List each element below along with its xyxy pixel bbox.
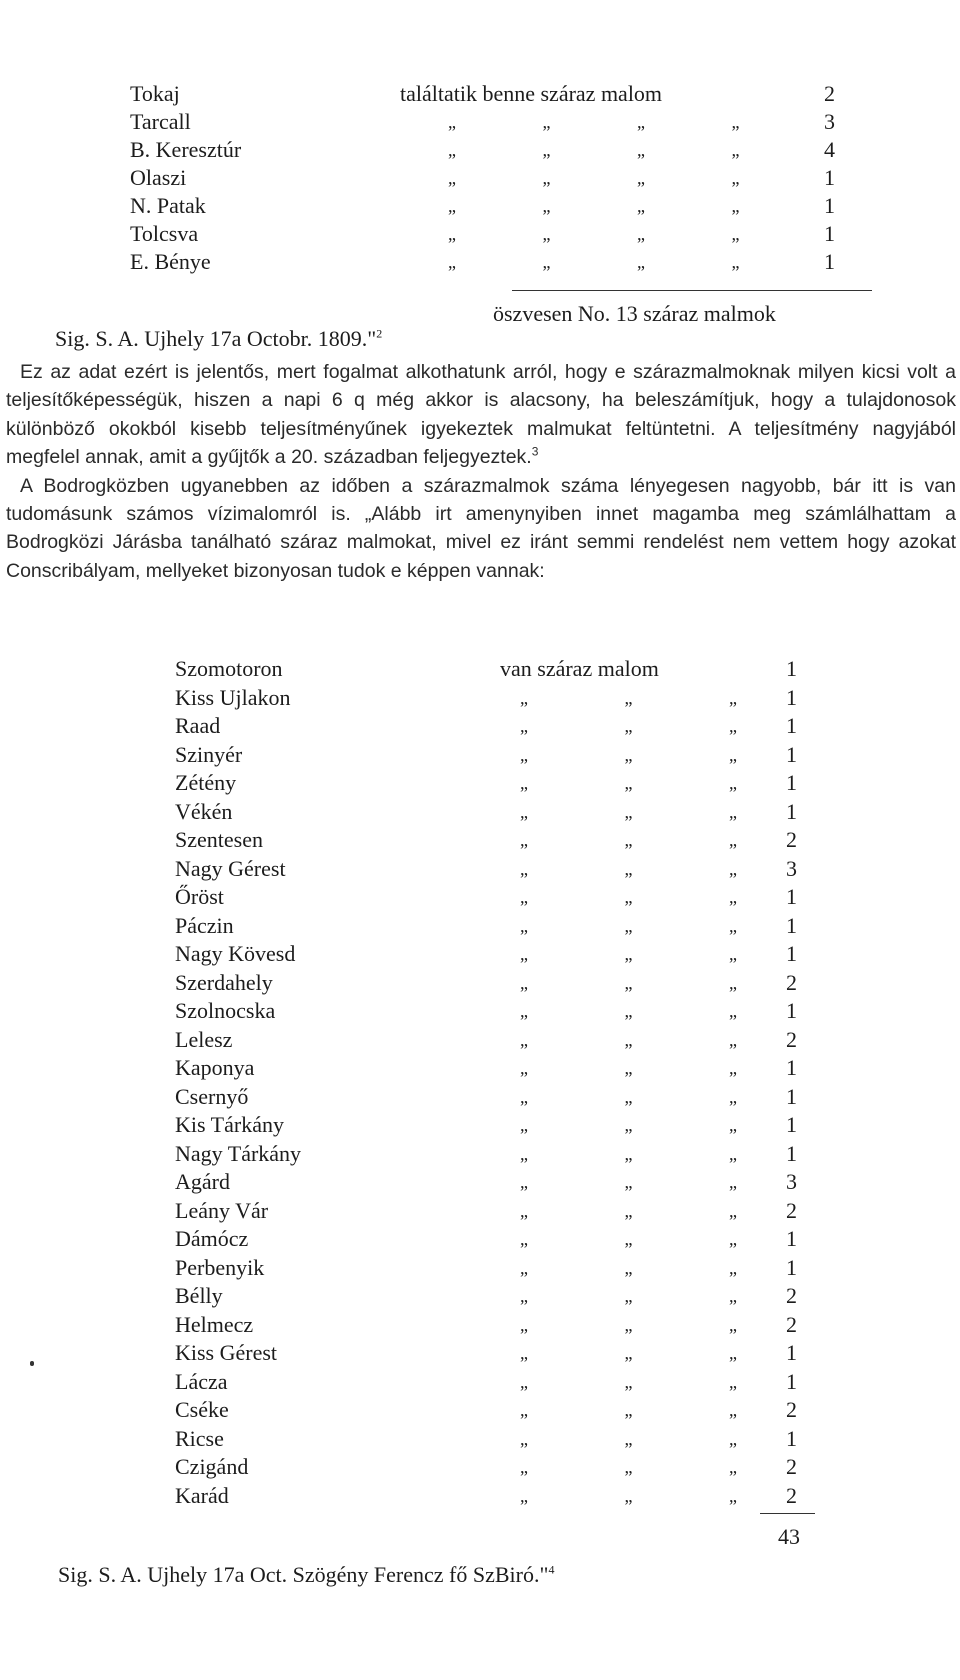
mill-table-bodrogkoz — [175, 655, 825, 1549]
place-name: Cséke — [175, 1397, 229, 1422]
mill-count: 2 — [786, 1283, 797, 1308]
place-name: N. Patak — [130, 193, 206, 218]
place-name: Kiss Ujlakon — [175, 684, 291, 710]
ditto-marks: „ „ „ „ — [448, 112, 781, 132]
table-row — [175, 883, 825, 912]
signature-line-2 — [58, 1562, 554, 1588]
table-row — [175, 1168, 825, 1197]
place-name: Helmecz — [175, 1311, 254, 1337]
mill-count: 2 — [786, 1197, 797, 1223]
ditto-marks: „ „ „ — [520, 1286, 783, 1306]
ditto-marks: „ „ „ — [520, 944, 783, 964]
place-name: Vékén — [175, 798, 233, 824]
table-row — [175, 712, 825, 741]
place-name: Szolnocska — [175, 998, 276, 1023]
place-name: Zétény — [175, 770, 237, 795]
mill-count: 1 — [786, 1140, 797, 1166]
table-row — [175, 1026, 825, 1055]
table-row — [175, 912, 825, 941]
table-row — [175, 997, 825, 1026]
place-name: Bélly — [175, 1283, 223, 1308]
place-name: Szentesen — [175, 827, 263, 852]
ditto-marks: „ „ „ — [520, 1086, 783, 1107]
place-name: Kiss Gérest — [175, 1340, 278, 1365]
ditto-marks: „ „ „ — [520, 1343, 783, 1363]
table-row — [175, 1254, 825, 1283]
place-name: E. Bénye — [130, 249, 211, 274]
place-name: Nagy Gérest — [175, 855, 286, 881]
ditto-marks: „ „ „ — [520, 773, 783, 793]
mill-count: 3 — [824, 109, 835, 134]
place-name: Tolcsva — [130, 221, 199, 246]
mill-count: 1 — [824, 221, 835, 246]
ditto-marks: „ „ „ — [520, 1229, 783, 1249]
mill-count: 1 — [824, 249, 835, 274]
mill-count: 1 — [786, 1340, 797, 1365]
place-name: Leány Vár — [175, 1197, 269, 1223]
table-row — [175, 1453, 825, 1482]
table-row — [130, 248, 890, 276]
ditto-marks: „ „ „ „ — [448, 224, 781, 244]
table-row — [175, 826, 825, 855]
mill-count: 2 — [786, 1397, 797, 1422]
place-name: Karád — [175, 1482, 229, 1508]
table-row — [175, 741, 825, 770]
mill-count: 3 — [786, 855, 797, 881]
table-row — [130, 136, 890, 164]
table-row — [175, 1311, 825, 1340]
mill-count: 1 — [786, 770, 797, 795]
ditto-marks: „ „ „ — [520, 1058, 783, 1078]
mill-count: 3 — [786, 1169, 797, 1194]
table-row — [175, 1225, 825, 1254]
place-name: Raad — [175, 713, 221, 738]
total-rule — [760, 1513, 815, 1514]
ink-speck — [30, 1361, 34, 1366]
ditto-marks: „ „ „ — [520, 830, 783, 850]
mill-count: 1 — [786, 656, 797, 681]
place-name: Ricse — [175, 1425, 224, 1451]
table-row — [175, 1140, 825, 1169]
table-row — [175, 1368, 825, 1397]
mill-count: 1 — [786, 1226, 797, 1251]
place-name: Lácza — [175, 1368, 228, 1394]
mill-count: 1 — [786, 798, 797, 824]
ditto-marks: „ „ „ — [520, 887, 783, 907]
table-row — [130, 80, 890, 108]
place-name: Szinyér — [175, 741, 243, 767]
mill-count: 1 — [824, 165, 835, 190]
table-row — [175, 769, 825, 798]
footnote-ref-3: 3 — [531, 444, 539, 459]
place-name: Agárd — [175, 1169, 230, 1194]
place-name: Perbenyik — [175, 1254, 265, 1280]
ditto-marks: „ „ „ — [520, 1143, 783, 1164]
mill-count: 2 — [786, 1482, 797, 1508]
place-name: Kaponya — [175, 1055, 255, 1080]
ditto-marks: „ „ „ — [520, 915, 783, 936]
ditto-marks: „ „ „ — [520, 1172, 783, 1192]
mill-count: 1 — [786, 1254, 797, 1280]
mill-count: 1 — [786, 1083, 797, 1109]
table-row — [175, 1111, 825, 1140]
ditto-marks: „ „ „ — [520, 801, 783, 822]
ditto-marks: „ „ „ — [520, 1200, 783, 1221]
mill-count: 2 — [824, 81, 835, 106]
mill-count: 1 — [786, 713, 797, 738]
place-name: Olaszi — [130, 165, 187, 190]
mill-count: 2 — [786, 969, 797, 995]
ditto-marks: „ „ „ — [520, 972, 783, 993]
place-name: Kis Tárkány — [175, 1112, 284, 1137]
table-row — [175, 1482, 825, 1511]
paragraph-2: A Bodrogközben ugyanebben az időben a szárazmalmok száma lényegesen nagyobb, bár itt is van tudomásunk számos vízimalomról is. „Alább irt amenynyiben innet magamba meg számlálhattam a Bodrogközi Járásba tanálható száraz malmokat, mivel ez iránt semmi rendelést nem vettem hogy azokat Conscribályam, mellyeket bizonyosan tudok e képpen vannak: — [6, 474, 956, 582]
signature-2-text: Sig. S. A. Ujhely 17a Oct. Szögény Ferencz fő SzBiró." — [58, 1562, 549, 1587]
ditto-marks: „ „ „ — [520, 1428, 783, 1449]
ditto-marks: „ „ „ — [520, 1400, 783, 1420]
mill-count: 1 — [786, 1368, 797, 1394]
ditto-marks: „ „ „ „ — [448, 140, 781, 160]
ditto-marks: „ „ „ „ — [448, 196, 781, 216]
mill-count: 2 — [786, 1311, 797, 1337]
place-name: Nagy Tárkány — [175, 1140, 302, 1166]
total-rule — [512, 290, 872, 291]
table-row — [175, 969, 825, 998]
mill-count: 2 — [786, 1026, 797, 1052]
ditto-marks: „ „ „ — [520, 1029, 783, 1050]
ditto-marks: „ „ „ — [520, 1115, 783, 1135]
mill-description: találtatik benne száraz malom — [400, 81, 663, 106]
place-name: Tarcall — [130, 109, 191, 134]
place-name: Lelesz — [175, 1026, 233, 1052]
table-row — [175, 1083, 825, 1112]
mill-count: 1 — [786, 1112, 797, 1137]
table-row — [175, 1282, 825, 1311]
table1-total: öszvesen No. 13 száraz malmok — [493, 301, 776, 326]
mill-count: 1 — [824, 193, 835, 218]
paragraph-1-text: Ez az adat ezért is jelentős, mert fogalmat alkothatunk arról, hogy e szárazmalmoknak milyen kicsi volt a teljesítőképességük, hiszen a napi 6 q még akkor is alacsony, ha beleszámítjuk, hogy a tulajdonosok különböző okokból kisebb teljesítményűnek igyekeztek malmukat feltüntetni. A teljesítmény nagyjából megfelel annak, amit a gyűjtők a 20. században feljegyeztek. — [6, 361, 956, 469]
table-row — [175, 940, 825, 969]
ditto-marks: „ „ „ — [520, 716, 783, 736]
paragraph-1 — [6, 358, 956, 472]
place-name: Őröst — [175, 884, 224, 909]
mill-count: 1 — [786, 741, 797, 767]
mill-count: 1 — [786, 1425, 797, 1451]
table-row — [130, 108, 890, 136]
table2-total: 43 — [778, 1524, 800, 1549]
signature-1-text: Sig. S. A. Ujhely 17a Octobr. 1809." — [55, 326, 377, 351]
body-text — [6, 358, 956, 585]
mill-count: 2 — [786, 827, 797, 852]
table-row — [175, 855, 825, 884]
mill-count: 1 — [786, 684, 797, 710]
ditto-marks: „ „ „ — [520, 858, 783, 879]
table-row — [130, 192, 890, 220]
mill-count: 4 — [824, 137, 835, 162]
mill-count: 1 — [786, 884, 797, 909]
place-name: Tokaj — [130, 81, 180, 106]
place-name: Czigánd — [175, 1454, 249, 1479]
ditto-marks: „ „ „ — [520, 1257, 783, 1278]
table-row — [175, 1054, 825, 1083]
place-name: B. Keresztúr — [130, 137, 242, 162]
place-name: Nagy Kövesd — [175, 941, 296, 966]
place-name: Páczin — [175, 912, 234, 938]
place-name: Szerdahely — [175, 969, 273, 995]
signature-line-1 — [55, 326, 382, 352]
place-name: Szomotoron — [175, 656, 283, 681]
place-name: Csernyő — [175, 1083, 249, 1109]
ditto-marks: „ „ „ — [520, 687, 783, 708]
ditto-marks: „ „ „ — [520, 744, 783, 765]
ditto-marks: „ „ „ — [520, 1485, 783, 1506]
table-row — [175, 1197, 825, 1226]
table-row — [175, 1425, 825, 1454]
table-row — [175, 1396, 825, 1425]
footnote-ref-2: 2 — [376, 326, 383, 341]
mill-count: 1 — [786, 941, 797, 966]
ditto-marks: „ „ „ — [520, 1314, 783, 1335]
mill-count: 1 — [786, 1055, 797, 1080]
table-row — [130, 220, 890, 248]
ditto-marks: „ „ „ — [520, 1371, 783, 1392]
ditto-marks: „ „ „ „ — [448, 252, 781, 272]
table-row — [175, 684, 825, 713]
mill-count: 1 — [786, 998, 797, 1023]
footnote-ref-4: 4 — [548, 1562, 555, 1577]
mill-description: van száraz malom — [500, 656, 659, 681]
table-row — [130, 164, 890, 192]
ditto-marks: „ „ „ — [520, 1001, 783, 1021]
ditto-marks: „ „ „ — [520, 1457, 783, 1477]
table-row — [175, 798, 825, 827]
mill-count: 1 — [786, 912, 797, 938]
table-row — [175, 655, 825, 684]
ditto-marks: „ „ „ „ — [448, 168, 781, 188]
place-name: Dámócz — [175, 1226, 249, 1251]
mill-table-zemplen — [130, 80, 890, 326]
table-row — [175, 1339, 825, 1368]
mill-count: 2 — [786, 1454, 797, 1479]
